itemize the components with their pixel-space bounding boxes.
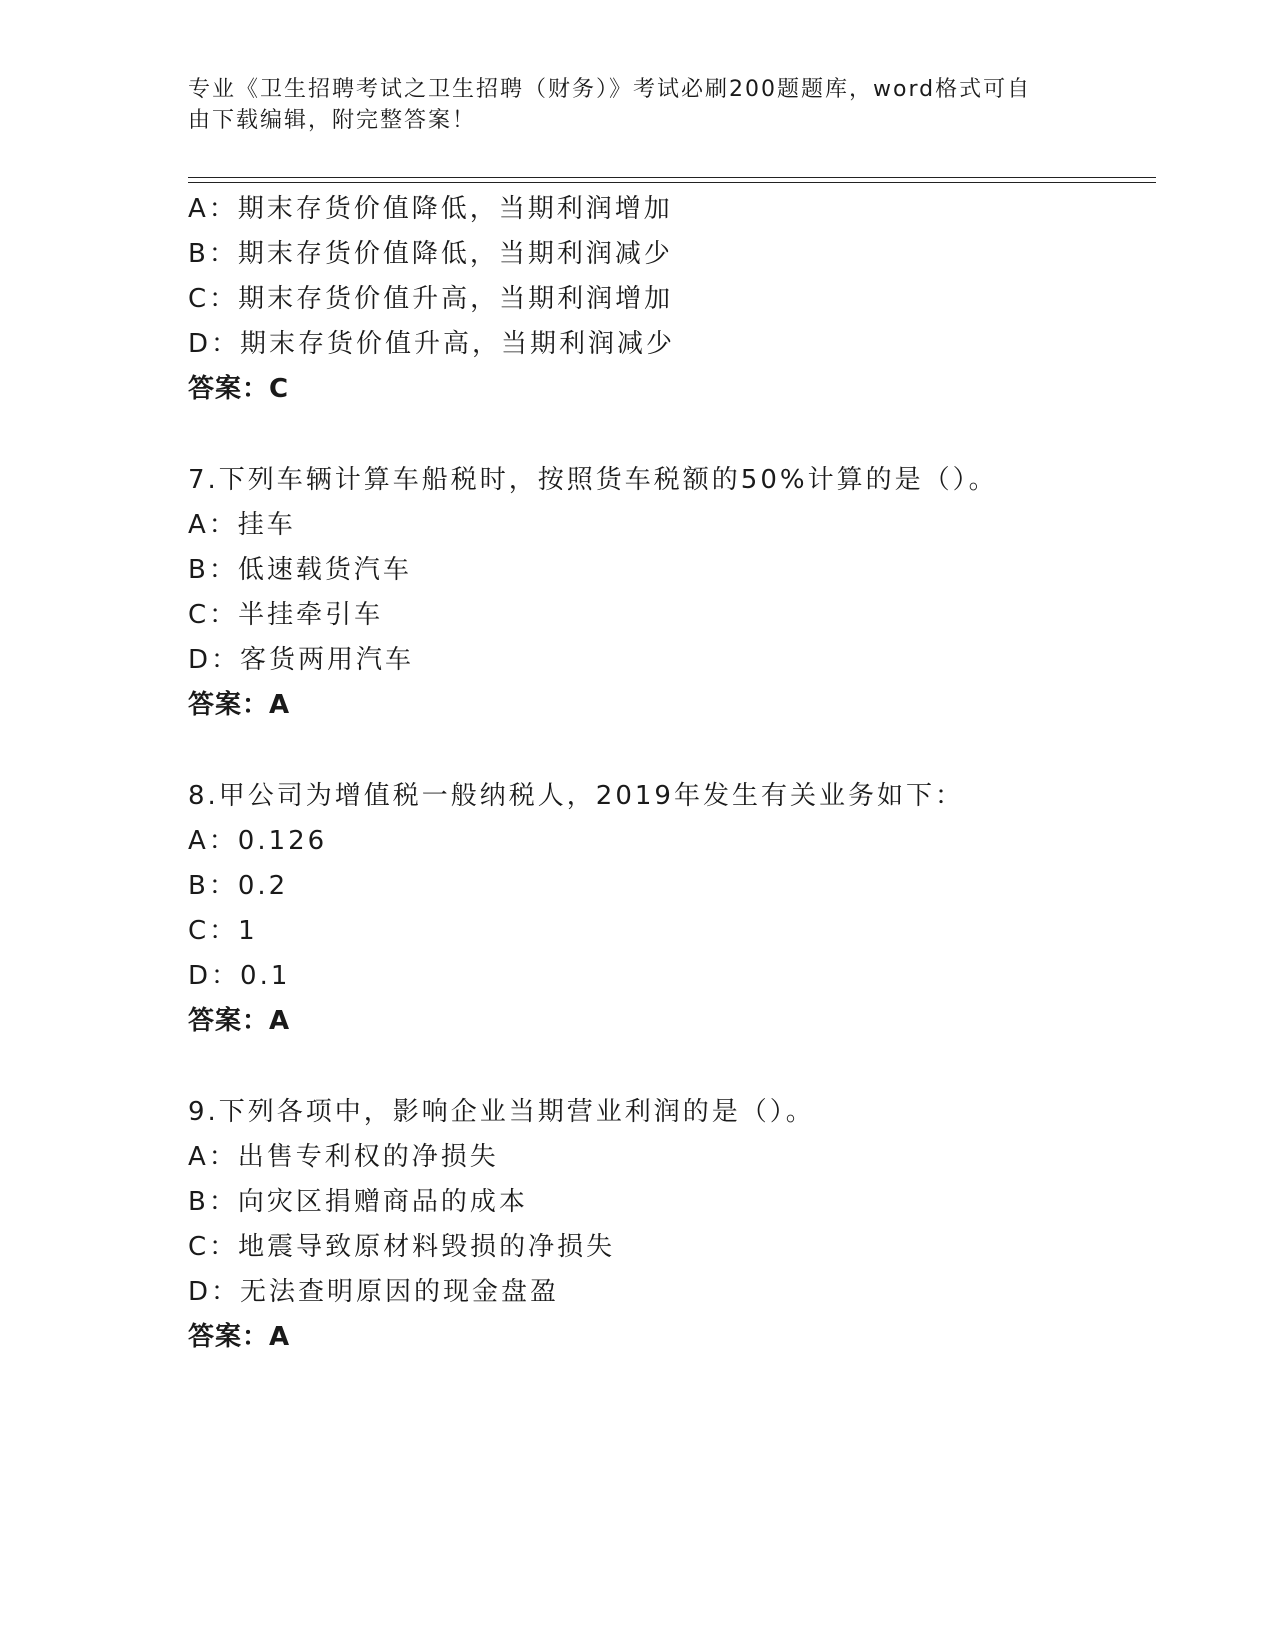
q9-option-b: B：向灾区捐赠商品的成本 [188,1187,528,1217]
header-divider-bottom [188,182,1156,183]
q9-option-a: A：出售专利权的净损失 [188,1142,499,1172]
q8-stem: 8.甲公司为增值税一般纳税人，2019年发生有关业务如下： [188,781,964,811]
q9-stem: 9.下列各项中，影响企业当期营业利润的是（）。 [188,1097,815,1127]
q7-option-d: D：客货两用汽车 [188,645,415,675]
q6-answer: 答案：C [188,374,290,404]
q6-option-b: B：期末存货价值降低，当期利润减少 [188,239,673,269]
q7-option-c: C：半挂牵引车 [188,600,384,630]
q7-option-b: B：低速载货汽车 [188,555,412,585]
q8-option-d: D：0.1 [188,961,291,991]
q9-option-d: D：无法查明原因的现金盘盈 [188,1277,560,1307]
q8-option-b: B：0.2 [188,871,289,901]
q8-answer: 答案：A [188,1006,291,1036]
header-line-1: 专业《卫生招聘考试之卫生招聘（财务）》考试必刷200题题库，word格式可自 [188,77,1032,102]
q8-option-a: A：0.126 [188,826,328,856]
header-divider-top [188,177,1156,178]
q8-option-c: C：1 [188,916,258,946]
q9-option-c: C：地震导致原材料毁损的净损失 [188,1232,616,1262]
document-header [188,74,1078,136]
q7-answer: 答案：A [188,690,291,720]
q6-option-c: C：期末存货价值升高，当期利润增加 [188,284,674,314]
header-line-2: 由下载编辑，附完整答案！ [188,108,477,133]
q7-option-a: A：挂车 [188,510,296,540]
q6-option-d: D：期末存货价值升高，当期利润减少 [188,329,676,359]
q7-stem: 7.下列车辆计算车船税时，按照货车税额的50%计算的是（）。 [188,465,998,495]
q9-answer: 答案：A [188,1322,291,1352]
q6-option-a: A：期末存货价值降低，当期利润增加 [188,194,673,224]
